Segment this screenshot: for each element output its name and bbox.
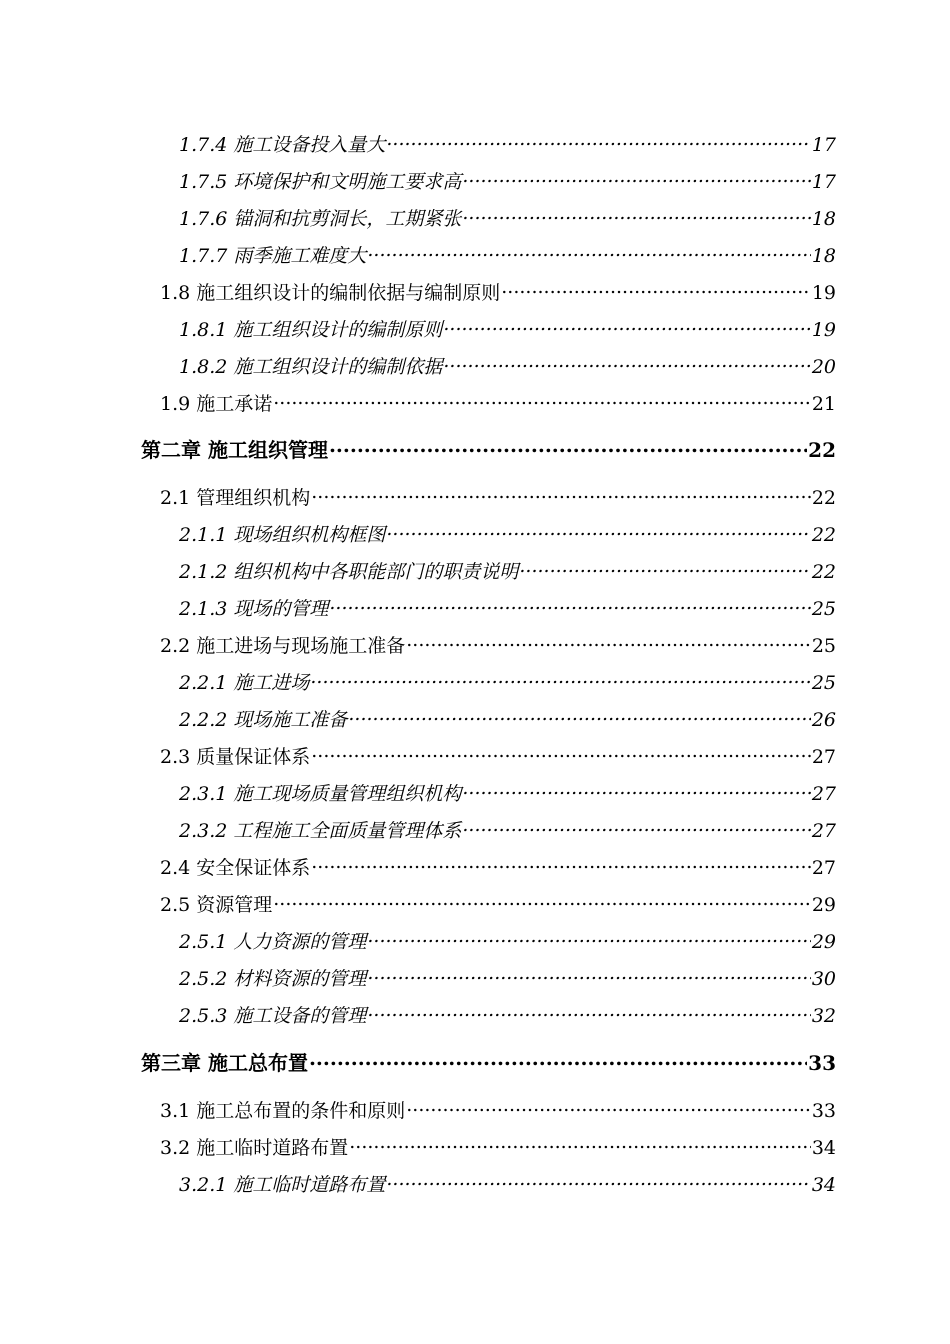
toc-entry-page: 27 [811, 820, 836, 842]
toc-entry[interactable] [160, 474, 836, 509]
toc-entry-title: 2.1.2 组织机构中各职能部门的职责说明 [179, 561, 519, 583]
toc-entry-page: 34 [811, 1174, 836, 1196]
toc-entry-page: 32 [811, 1005, 836, 1027]
toc-dot-leader [462, 807, 810, 837]
toc-dot-leader [386, 1161, 810, 1191]
toc-entry-title: 1.7.7 雨季施工难度大 [179, 245, 367, 267]
toc-entry-title: 2.5 资源管理 [160, 894, 273, 916]
toc-entry-title: 3.1 施工总布置的条件和原则 [160, 1100, 406, 1122]
toc-entry[interactable] [160, 1087, 836, 1122]
toc-entry-page: 18 [811, 208, 836, 230]
toc-entry-page: 18 [811, 245, 836, 267]
toc-dot-leader [273, 380, 811, 410]
toc-entry-title: 1.7.4 施工设备投入量大 [179, 134, 386, 156]
toc-entry-page: 33 [808, 1051, 836, 1075]
toc-entry-title: 2.3.1 施工现场质量管理组织机构 [179, 783, 462, 805]
toc-chapter-entry[interactable] [141, 1040, 836, 1075]
toc-entry-title: 3.2 施工临时道路布置 [160, 1137, 349, 1159]
toc-dot-leader [462, 158, 810, 188]
toc-chapter-entry[interactable] [141, 427, 836, 462]
toc-entry[interactable] [179, 511, 836, 546]
toc-dot-leader [406, 622, 811, 652]
toc-entry-title: 2.1.3 现场的管理 [179, 598, 329, 620]
toc-entry[interactable] [160, 622, 836, 657]
toc-entry-title: 1.7.5 环境保护和文明施工要求高 [179, 171, 462, 193]
toc-entry[interactable] [179, 232, 836, 267]
toc-entry-page: 17 [811, 171, 836, 193]
toc-entry-title: 2.2 施工进场与现场施工准备 [160, 635, 406, 657]
toc-entry-title: 1.8.2 施工组织设计的编制依据 [179, 356, 443, 378]
toc-entry[interactable] [179, 585, 836, 620]
toc-entry-page: 20 [811, 356, 836, 378]
toc-entry-page: 27 [811, 783, 836, 805]
toc-entry-title: 第二章 施工组织管理 [141, 438, 328, 462]
toc-entry[interactable] [179, 659, 836, 694]
toc-entry[interactable] [179, 696, 836, 731]
toc-dot-leader [519, 548, 810, 578]
toc-entry[interactable] [160, 844, 836, 879]
toc-dot-leader [311, 733, 811, 763]
toc-entry-page: 19 [811, 319, 836, 341]
toc-entry-title: 2.4 安全保证体系 [160, 857, 311, 879]
toc-entry-title: 3.2.1 施工临时道路布置 [179, 1174, 386, 1196]
toc-entry-title: 1.7.6 锚洞和抗剪洞长，工期紧张 [179, 208, 462, 230]
toc-entry-page: 29 [811, 894, 836, 916]
toc-entry[interactable] [160, 733, 836, 768]
toc-entry-title: 1.9 施工承诺 [160, 393, 273, 415]
toc-entry[interactable] [160, 269, 836, 304]
toc-dot-leader [329, 427, 807, 457]
toc-dot-leader [501, 269, 811, 299]
toc-entry-title: 2.5.1 人力资源的管理 [179, 931, 367, 953]
toc-dot-leader [443, 343, 810, 373]
toc-entry-page: 19 [811, 282, 836, 304]
toc-entry[interactable] [179, 195, 836, 230]
toc-entry-page: 34 [811, 1137, 836, 1159]
toc-entry-title: 2.3 质量保证体系 [160, 746, 311, 768]
toc-entry-page: 25 [811, 672, 836, 694]
toc-entry-page: 22 [808, 438, 836, 462]
toc-dot-leader [329, 585, 810, 615]
toc-entry[interactable] [179, 158, 836, 193]
toc-entry-page: 29 [811, 931, 836, 953]
toc-entry-title: 第三章 施工总布置 [141, 1051, 308, 1075]
toc-entry-title: 2.2.1 施工进场 [179, 672, 310, 694]
toc-dot-leader [310, 659, 810, 689]
toc-entry[interactable] [179, 306, 836, 341]
toc-entry-page: 17 [811, 134, 836, 156]
toc-dot-leader [462, 195, 810, 225]
toc-entry[interactable] [179, 548, 836, 583]
toc-entry-title: 2.1 管理组织机构 [160, 487, 311, 509]
toc-entry-page: 30 [811, 968, 836, 990]
toc-entry[interactable] [179, 121, 836, 156]
toc-entry[interactable] [160, 881, 836, 916]
toc-entry-page: 33 [811, 1100, 836, 1122]
toc-dot-leader [349, 1124, 811, 1154]
toc-dot-leader [462, 770, 810, 800]
toc-entry-page: 22 [811, 561, 836, 583]
toc-entry-title: 2.3.2 工程施工全面质量管理体系 [179, 820, 462, 842]
toc-dot-leader [443, 306, 810, 336]
toc-entry-page: 22 [811, 487, 836, 509]
toc-entry-title: 1.8.1 施工组织设计的编制原则 [179, 319, 443, 341]
toc-entry-page: 25 [811, 598, 836, 620]
toc-entry-page: 26 [811, 709, 836, 731]
toc-entry-page: 22 [811, 524, 836, 546]
toc-entry-title: 2.1.1 现场组织机构框图 [179, 524, 386, 546]
toc-dot-leader [386, 511, 810, 541]
toc-dot-leader [367, 992, 810, 1022]
toc-dot-leader [386, 121, 810, 151]
toc-entry-page: 27 [811, 857, 836, 879]
toc-dot-leader [309, 1040, 807, 1070]
toc-entry[interactable] [179, 807, 836, 842]
toc-entry-title: 2.5.2 材料资源的管理 [179, 968, 367, 990]
toc-entry[interactable] [179, 918, 836, 953]
toc-entry[interactable] [160, 1124, 836, 1159]
toc-dot-leader [311, 844, 811, 874]
toc-entry[interactable] [160, 380, 836, 415]
toc-entry[interactable] [179, 1161, 836, 1196]
toc-entry-title: 2.2.2 现场施工准备 [179, 709, 348, 731]
toc-entry-page: 25 [811, 635, 836, 657]
toc-entry[interactable] [179, 343, 836, 378]
toc-dot-leader [367, 918, 810, 948]
toc-dot-leader [367, 232, 810, 262]
toc-entry-page: 27 [811, 746, 836, 768]
toc-entry-title: 1.8 施工组织设计的编制依据与编制原则 [160, 282, 501, 304]
toc-dot-leader [273, 881, 811, 911]
toc-entry[interactable] [179, 992, 836, 1027]
toc-entry-title: 2.5.3 施工设备的管理 [179, 1005, 367, 1027]
toc-dot-leader [348, 696, 810, 726]
toc-dot-leader [406, 1087, 811, 1117]
toc-entry[interactable] [179, 955, 836, 990]
toc-entry[interactable] [179, 770, 836, 805]
toc-dot-leader [367, 955, 810, 985]
toc-entry-page: 21 [811, 393, 836, 415]
toc-dot-leader [311, 474, 811, 504]
